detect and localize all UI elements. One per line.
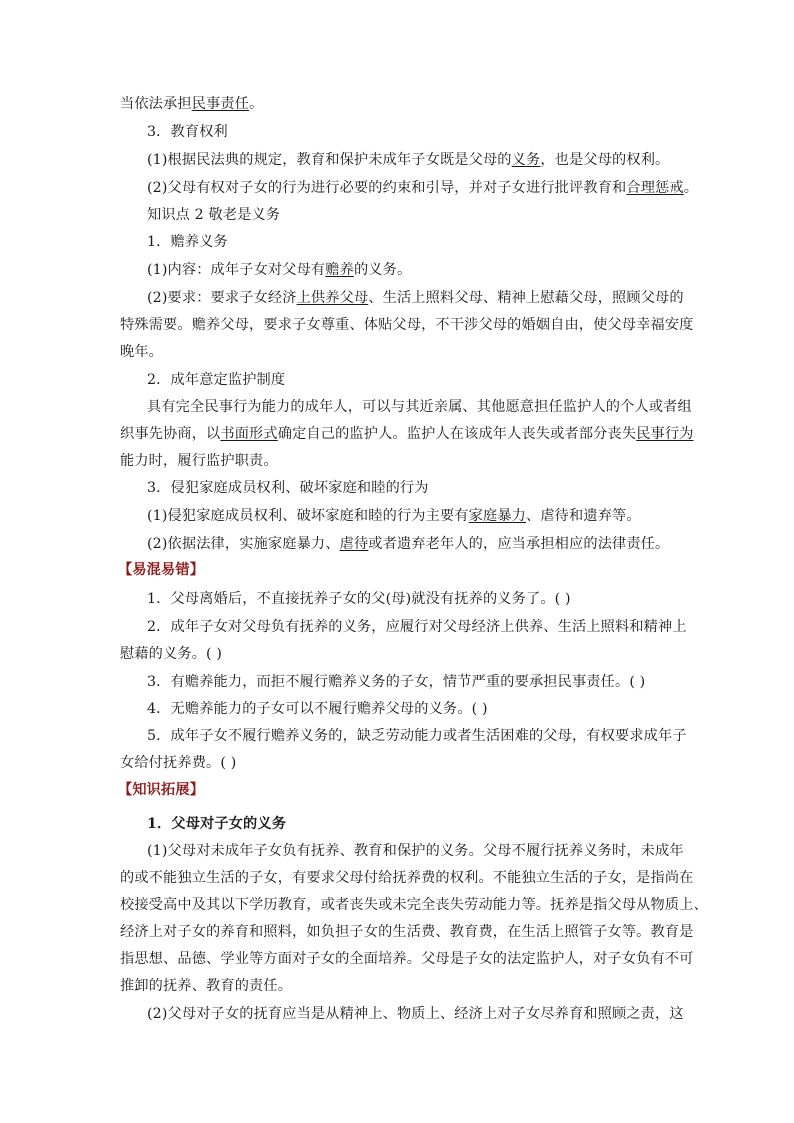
text-run: 当依法承担: [120, 96, 192, 112]
quiz-item: [147, 700, 680, 718]
text-run: (2)父母有权对子女的行为进行必要的约束和引导，并对子女进行批评教育和: [147, 180, 627, 196]
text-run: 3．有赡养能力，而拒不履行赡养义务的子女，情节严重的要承担民事责任。( ): [147, 674, 646, 690]
text-run: 指思想、品德、学业等方面对子女的全面培养。父母是子女的法定监护人，对子女负有不可: [120, 951, 694, 967]
knowledge-point-heading: [147, 206, 680, 224]
text-run: 5．成年子女不履行赡养义务的，缺乏劳动能力或者生活困难的父母，有权要求成年子: [147, 728, 687, 744]
text-run: 的义务。: [353, 262, 412, 278]
text-run: 具有完全民事行为能力的成年人，可以与其近亲属、其他愿意担任监护人的个人或者组: [147, 399, 692, 415]
text-run: 慰藉的义务。( ): [120, 646, 223, 662]
paragraph: [120, 923, 694, 941]
text-run: 、生活上照料父母、精神上慰藉父母，照顾父母的: [368, 290, 684, 306]
section-tag-confusions: [118, 561, 678, 579]
paragraph: [120, 452, 680, 470]
underlined-term: 上供养父母: [296, 290, 369, 306]
paragraph: [120, 977, 680, 995]
text-run: 1．父母对子女的义务: [147, 816, 287, 832]
underlined-term: 民事责任: [191, 96, 250, 112]
text-run: 1．父母离婚后，不直接抚养子女的父(母)就没有抚养的义务了。( ): [147, 591, 571, 607]
text-run: 3．侵犯家庭成员权利、破坏家庭和睦的行为: [147, 480, 429, 496]
paragraph: [147, 151, 680, 169]
paragraph: [147, 398, 692, 416]
underlined-term: 义务: [511, 152, 541, 168]
paragraph: [147, 1005, 684, 1023]
quiz-item: [147, 727, 687, 745]
paragraph: [147, 261, 680, 279]
paragraph: [147, 842, 684, 860]
text-run: 的或不能独立生活的子女，有要求父母付给抚养费的权利。不能独立生活的子女，是指尚在: [120, 870, 694, 886]
heading-infringement: [147, 479, 680, 497]
heading-guardianship: [147, 371, 680, 389]
underlined-term: 虐待: [339, 536, 369, 552]
text-run: 确定自己的监护人。监护人在该成年人丧失或者部分丧失: [277, 426, 637, 442]
paragraph: [120, 950, 694, 968]
text-run: 或者遗弃老年人的，应当承担相应的法律责任。: [368, 536, 670, 552]
underlined-term: 书面形式: [220, 426, 278, 442]
quiz-item: [147, 618, 687, 636]
paragraph: [120, 343, 680, 361]
text-run: (1)父母对未成年子女负有抚养、教育和保护的义务。父母不履行抚养义务时，未成年: [147, 843, 684, 859]
quiz-item: [120, 754, 680, 772]
text-run: 特殊需要。赡养父母，要求子女尊重、体贴父母，不干涉父母的婚姻自由，使父母幸福安度: [120, 317, 694, 333]
paragraph: [147, 535, 680, 553]
text-run: 【易混易错】: [118, 562, 205, 578]
paragraph: [147, 179, 699, 197]
underlined-term: 民事行为: [636, 426, 694, 442]
underlined-term: 合理惩戒: [626, 180, 684, 196]
paragraph: [120, 869, 694, 887]
underlined-term: 家庭暴力: [468, 508, 526, 524]
paragraph: [120, 316, 694, 334]
text-run: 3．教育权利: [147, 124, 228, 140]
line-continuation: [120, 95, 680, 113]
text-run: 经济上对子女的养育和照料，如负担子女的生活费、教育费，在生活上照管子女等。教育是: [120, 924, 694, 940]
heading-education-rights: [147, 123, 680, 141]
paragraph: [120, 425, 694, 443]
text-run: 、虐待和遗弃等。: [526, 508, 641, 524]
text-run: (2)要求：要求子女经济: [147, 290, 297, 306]
quiz-item: [120, 645, 680, 663]
text-run: 2．成年意定监护制度: [147, 372, 286, 388]
text-run: 【知识拓展】: [118, 782, 205, 798]
text-run: 知识点 2 敬老是义务: [147, 207, 281, 223]
text-run: (1)侵犯家庭成员权利、破坏家庭和睦的行为主要有: [147, 508, 469, 524]
quiz-item: [147, 590, 680, 608]
text-run: 能力时，履行监护职责。: [120, 453, 278, 469]
heading-parent-duties: [147, 815, 680, 833]
text-run: 4．无赡养能力的子女可以不履行赡养父母的义务。( ): [147, 701, 488, 717]
heading-support-duty: [147, 233, 680, 251]
paragraph: [120, 896, 708, 914]
underlined-term: 赡养: [325, 262, 354, 278]
text-run: (2)父母对子女的抚育应当是从精神上、物质上、经济上对子女尽养育和照顾之责，这: [147, 1006, 684, 1022]
section-tag-extension: [118, 781, 678, 799]
text-run: 2．成年子女对父母负有抚养的义务，应履行对父母经济上供养、生活上照料和精神上: [147, 619, 687, 635]
paragraph: [147, 289, 684, 307]
text-run: (2)依据法律，实施家庭暴力、: [147, 536, 340, 552]
text-run: 1．赡养义务: [147, 234, 228, 250]
text-run: (1)内容：成年子女对父母有: [147, 262, 326, 278]
text-run: 织事先协商，以: [120, 426, 221, 442]
text-run: ，也是父母的权利。: [540, 152, 670, 168]
quiz-item: [147, 673, 680, 691]
paragraph: [147, 507, 680, 525]
text-run: (1)根据民法典的规定，教育和保护未成年子女既是父母的: [147, 152, 512, 168]
text-run: 女给付抚养费。( ): [120, 755, 237, 771]
text-run: 。: [683, 180, 699, 196]
text-run: 推卸的抚养、教育的责任。: [120, 978, 293, 994]
text-run: 晚年。: [120, 344, 164, 360]
text-run: 校接受高中及其以下学历教育，或者丧失或未完全丧失劳动能力等。抚养是指父母从物质上、: [120, 897, 708, 913]
text-run: 。: [249, 96, 264, 112]
